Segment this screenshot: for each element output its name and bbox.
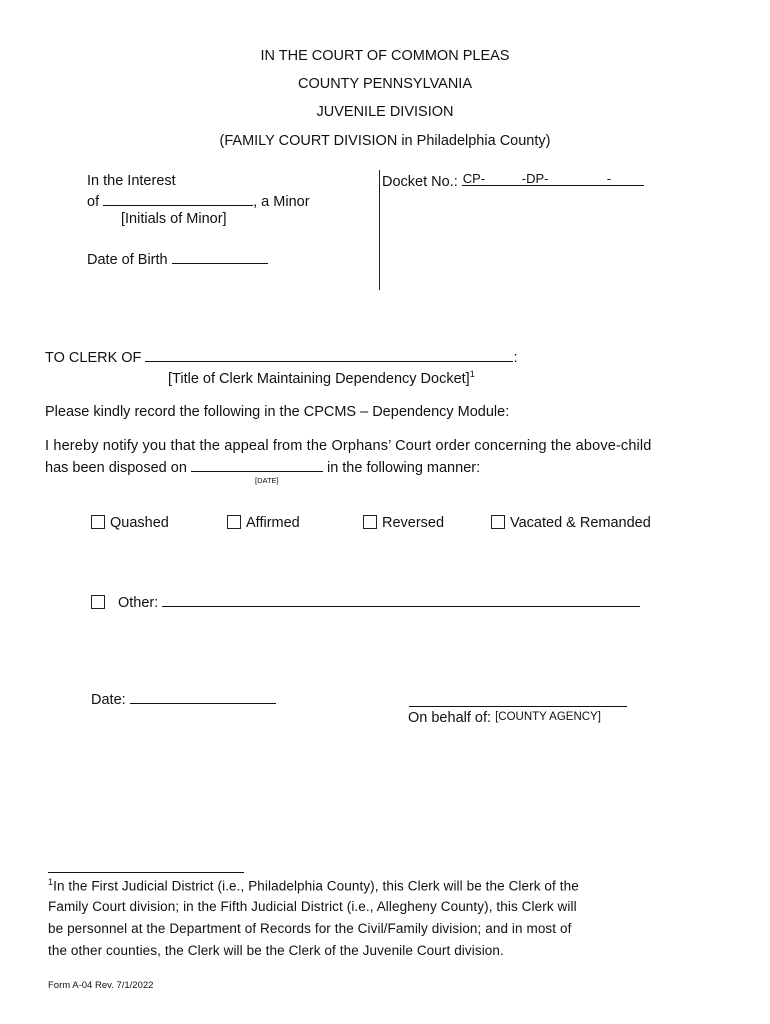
notify-line-1: I hereby notify you that the appeal from the Orphans’ Court order concerning the above-child: [45, 438, 652, 454]
dob-line: [87, 250, 268, 268]
of-label: of: [87, 194, 100, 210]
reversed-label: Reversed: [382, 515, 445, 531]
option-reversed[interactable]: [363, 515, 444, 531]
to-clerk-line: [45, 348, 517, 366]
caption-divider: [379, 170, 380, 290]
signature-date-field[interactable]: [130, 690, 276, 704]
affirmed-checkbox[interactable]: [227, 515, 241, 529]
dob-field[interactable]: [172, 250, 268, 264]
footnote-line-4: the other counties, the Clerk will be the Clerk of the Juvenile Court division.: [48, 943, 504, 958]
docket-dp: -DP-: [521, 171, 549, 186]
quashed-checkbox[interactable]: [91, 515, 105, 529]
docket-label: Docket No.:: [382, 174, 458, 190]
option-other[interactable]: [91, 593, 640, 611]
on-behalf-label: On behalf of:: [408, 710, 492, 726]
division-title: JUVENILE DIVISION: [316, 104, 454, 120]
clerk-title-label: [Title of Clerk Maintaining Dependency Docket]: [168, 370, 470, 387]
signature-date-label: Date:: [91, 692, 126, 708]
affirmed-label: Affirmed: [246, 515, 300, 531]
clerk-title-hint: [168, 369, 475, 387]
footnote-line-3: be personnel at the Department of Records for the Civil/Family division; and in most of: [48, 921, 572, 936]
on-behalf-line: [408, 710, 601, 726]
disposed-on-label: has been disposed on: [45, 460, 187, 476]
vacated-label: Vacated & Remanded: [510, 515, 651, 531]
footnote-separator: [48, 872, 244, 873]
docket-line: [382, 171, 644, 190]
initials-label: [Initials of Minor]: [121, 211, 227, 227]
docket-number-field[interactable]: [462, 171, 644, 186]
clerk-colon: :: [513, 350, 518, 366]
family-division-title: (FAMILY COURT DIVISION in Philadelphia County): [219, 133, 551, 149]
county-agency-label: [COUNTY AGENCY]: [495, 711, 601, 723]
record-request: Please kindly record the following in the CPCMS – Dependency Module:: [45, 404, 510, 420]
footnote-marker: 1: [48, 877, 54, 887]
notify-line-2: [45, 458, 480, 476]
form-id: Form A-04 Rev. 7/1/2022: [48, 980, 154, 991]
minor-suffix: , a Minor: [253, 194, 310, 210]
in-interest-label: In the Interest: [87, 173, 176, 189]
county-title: COUNTY PENNSYLVANIA: [297, 76, 473, 92]
clerk-title-field[interactable]: [145, 348, 513, 362]
other-label: Other:: [118, 595, 159, 611]
vacated-checkbox[interactable]: [491, 515, 505, 529]
dob-label: Date of Birth: [87, 252, 168, 268]
quashed-label: Quashed: [110, 515, 169, 531]
disposition-date-field[interactable]: [191, 458, 323, 472]
docket-cp: CP-: [462, 171, 486, 186]
minor-name-line: [87, 192, 310, 210]
option-vacated[interactable]: [491, 515, 651, 531]
following-manner-label: in the following manner:: [326, 460, 481, 476]
docket-dash: -: [606, 171, 612, 186]
footnote-reference: 1: [469, 369, 475, 379]
court-title: IN THE COURT OF COMMON PLEAS: [260, 48, 510, 64]
option-affirmed[interactable]: [227, 515, 300, 531]
footnote-text-1: In the First Judicial District (i.e., Philadelphia County), this Clerk will be the Clerk of the: [53, 878, 579, 894]
option-quashed[interactable]: [91, 515, 169, 531]
to-clerk-label: TO CLERK OF: [45, 350, 142, 366]
signature-line[interactable]: [409, 693, 627, 707]
reversed-checkbox[interactable]: [363, 515, 377, 529]
date-hint: [DATE]: [255, 476, 279, 485]
footnote-line-1: [48, 877, 579, 894]
minor-initials-field[interactable]: [103, 192, 253, 206]
other-field[interactable]: [162, 593, 640, 607]
footnote-line-2: Family Court division; in the Fifth Judicial District (i.e., Allegheny County), this Clerk will: [48, 899, 577, 914]
signature-date-line: [91, 690, 276, 708]
other-checkbox[interactable]: [91, 595, 105, 609]
